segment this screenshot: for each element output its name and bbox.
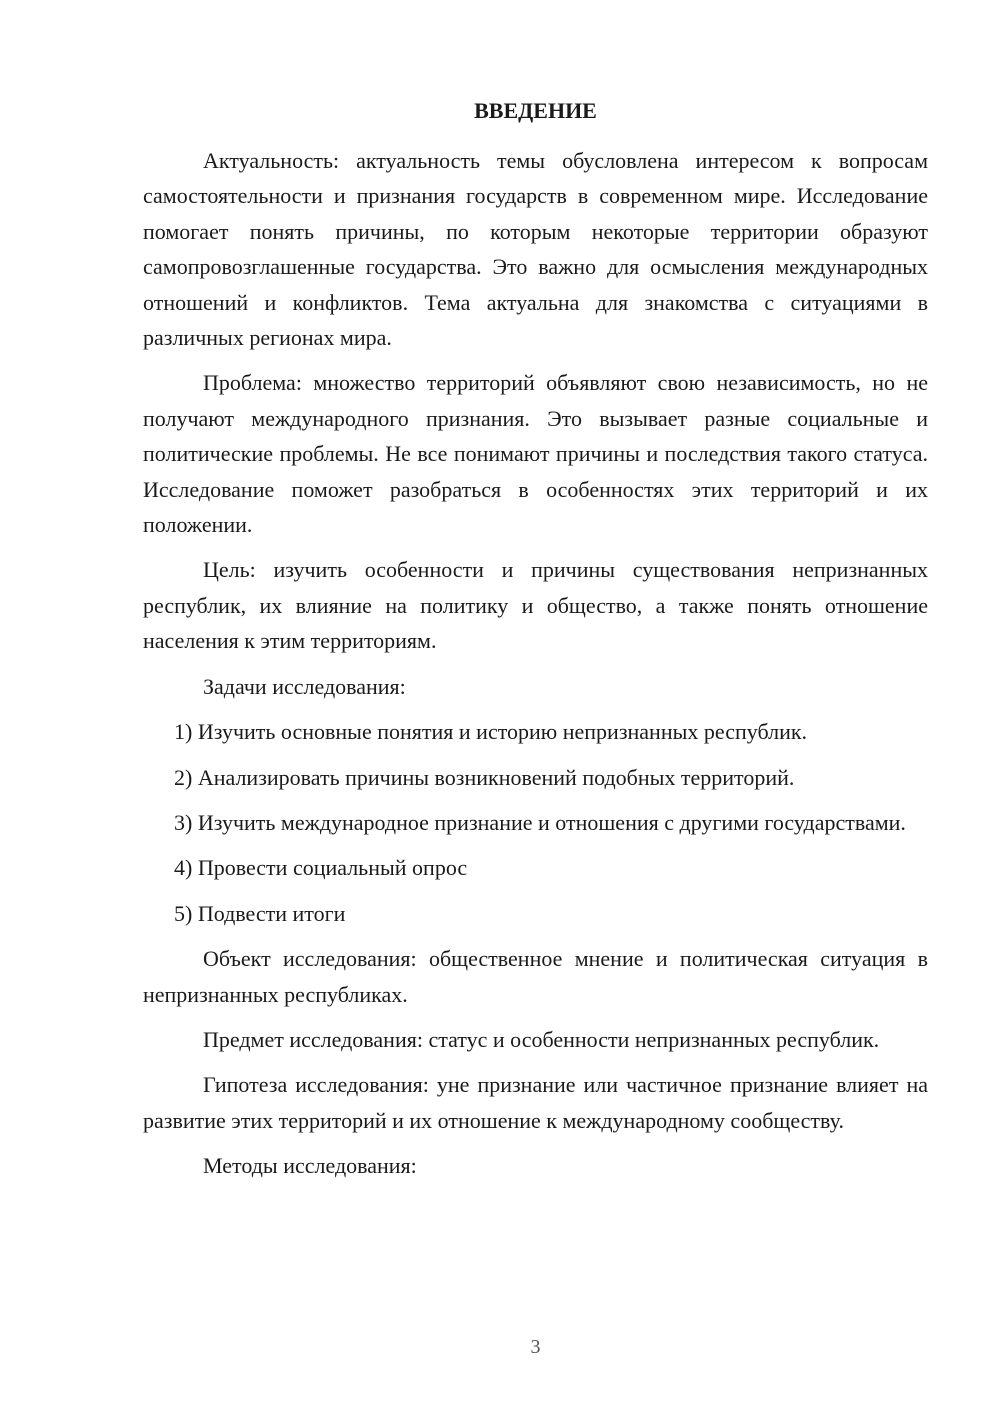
paragraph-problem: Проблема: множество территорий объявляют свою независимость, но не получают международного признания. Это вызывает разные социальные и политические проблемы. Не все понимают причины и последствия такого статуса. Исследование поможет разобраться в особенностях этих территорий и их положении.: [143, 370, 928, 538]
paragraph-tasks-heading: Задачи исследования:: [203, 673, 406, 699]
body-text: [143, 143, 928, 1194]
paragraph-methods: Методы исследования:: [203, 1153, 417, 1179]
task-item-5: 5) Подвести итоги: [174, 900, 346, 926]
task-item-2: 2) Анализировать причины возникновений подобных территорий.: [174, 764, 795, 790]
section-title: ВВЕДЕНИЕ: [474, 98, 597, 123]
page-number: 3: [530, 1336, 541, 1358]
paragraph-hypothesis: Гипотеза исследования: уне признание или частичное признание влияет на развитие этих территорий и их отношение к международному сообществу.: [143, 1072, 928, 1133]
paragraph-goal: Цель: изучить особенности и причины существования непризнанных республик, их влияние на политику и общество, а также понять отношение населения к этим территориям.: [143, 557, 928, 654]
paragraph-object: Объект исследования: общественное мнение и политическая ситуация в непризнанных республиках.: [143, 946, 928, 1007]
document-page: [143, 0, 928, 1414]
task-item-4: 4) Провести социальный опрос: [174, 855, 468, 881]
paragraph-subject: Предмет исследования: статус и особенности непризнанных республик.: [203, 1026, 880, 1052]
task-item-1: 1) Изучить основные понятия и историю непризнанных республик.: [174, 719, 808, 745]
task-item-3: 3) Изучить международное признание и отношения с другими государствами.: [174, 809, 906, 835]
paragraph-relevance: Актуальность: актуальность темы обусловлена интересом к вопросам самостоятельности и признания государств в современном мире. Исследование помогает понять причины, по которым некоторые территории образуют самопровозглашенные государства. Это важно для осмысления международных отношений и конфликтов. Тема актуальна для знакомства с ситуациями в различных регионах мира.: [143, 148, 928, 351]
